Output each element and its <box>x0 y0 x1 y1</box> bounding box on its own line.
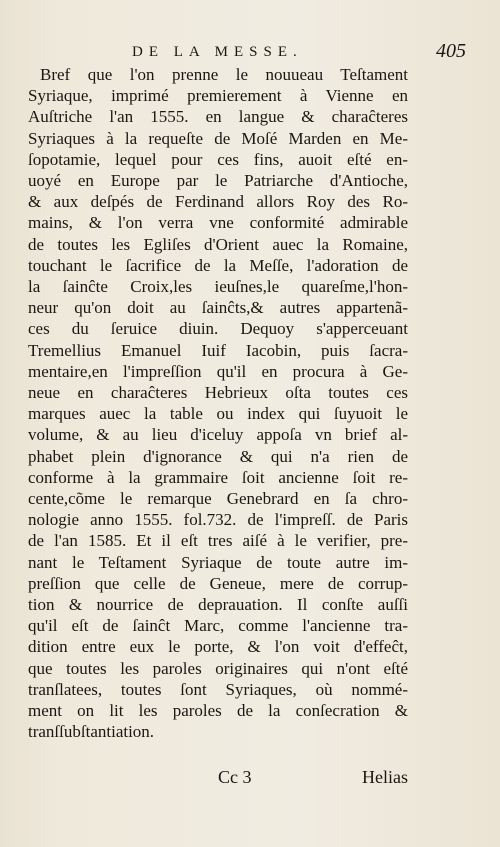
text-line: nologie anno 1555. fol.732. de l'impreſſ. de Paris <box>28 510 408 530</box>
text-line: Syriaques à la requeſte de Moſé Marden en Me- <box>28 128 408 148</box>
text-line: phabet plein d'ignorance & qui n'a rien de <box>28 446 408 466</box>
text-line: de l'an 1585. Et il eſt tres aiſé à le verifier, pre- <box>28 531 408 551</box>
page-footer <box>28 767 408 791</box>
text-line: cente,cõme le remarque Genebrard en ſa chro- <box>28 489 408 509</box>
body-text <box>28 64 408 743</box>
text-line: neur qu'on doit au ſainĉts,& autres appartenã- <box>28 298 408 318</box>
text-line: Tremellius Emanuel Iuif Iacobin, puis ſacra- <box>28 340 408 360</box>
text-line: dition entre eux le porte, & l'on voit d'effeĉt, <box>28 637 408 657</box>
catchword: Helias <box>362 767 408 787</box>
running-head: DE LA MESSE. <box>132 44 303 60</box>
text-line: Syriaque, imprimé premierement à Vienne en <box>28 86 408 106</box>
text-line: touchant le ſacrifice de la Meſſe, l'adoration de <box>28 255 408 275</box>
text-line: ment on lit les paroles de la conſecration & <box>28 701 408 721</box>
text-line: mains, & l'on verra vne conformité admirable <box>28 213 408 233</box>
text-line: ces du ſeruice diuin. Dequoy s'apperceuant <box>28 319 408 339</box>
text-line: nant le Teſtament Syriaque de toute autre im- <box>28 552 408 572</box>
text-line: de toutes les Egliſes d'Orient auec la Romaine, <box>28 234 408 254</box>
text-line: neue en charaĉteres Hebrieux oſta toutes ces <box>28 383 408 403</box>
text-line: & aux deſpés de Ferdinand allors Roy des Ro- <box>28 192 408 212</box>
text-line: conforme à la grammaire ſoit ancienne ſoit re- <box>28 467 408 487</box>
text-line: uoyé en Europe par le Patriarche d'Antioche, <box>28 171 408 191</box>
text-line: tranſſubſtantiation. <box>28 722 155 742</box>
text-line: Auſtriche l'an 1555. en langue & charaĉteres <box>28 107 408 127</box>
text-line: Bref que l'on prenne le nouueau Teſtament <box>40 65 408 84</box>
page-number: 405 <box>436 40 466 62</box>
text-line: tranſlatees, toutes ſont Syriaques, où nommé- <box>28 679 408 699</box>
text-line: que toutes les paroles originaires qui n'ont eſté <box>28 658 408 678</box>
text-line: mentaire,en l'impreſſion qu'il en procura à Ge- <box>28 361 408 381</box>
text-line: volume, & au lieu d'iceluy appoſa vn brief al- <box>28 425 408 445</box>
page-header <box>60 40 466 64</box>
text-line: ſopotamie, lequel pour ces fins, auoit eſté en- <box>28 149 408 169</box>
text-line: tion & nourrice de deprauation. Il conſte auſſi <box>28 595 408 615</box>
text-line: la ſainĉte Croix,les ieuſnes,le quareſme,l'hon- <box>28 277 408 297</box>
text-line: preſſion que celle de Geneue, mere de corrup- <box>28 573 408 593</box>
text-line: qu'il eſt de ſainĉt Marc, comme l'ancienne tra- <box>28 616 408 636</box>
text-line: marques auec la table ou index qui ſuyuoit le <box>28 404 408 424</box>
signature-mark: Cc 3 <box>218 767 252 787</box>
